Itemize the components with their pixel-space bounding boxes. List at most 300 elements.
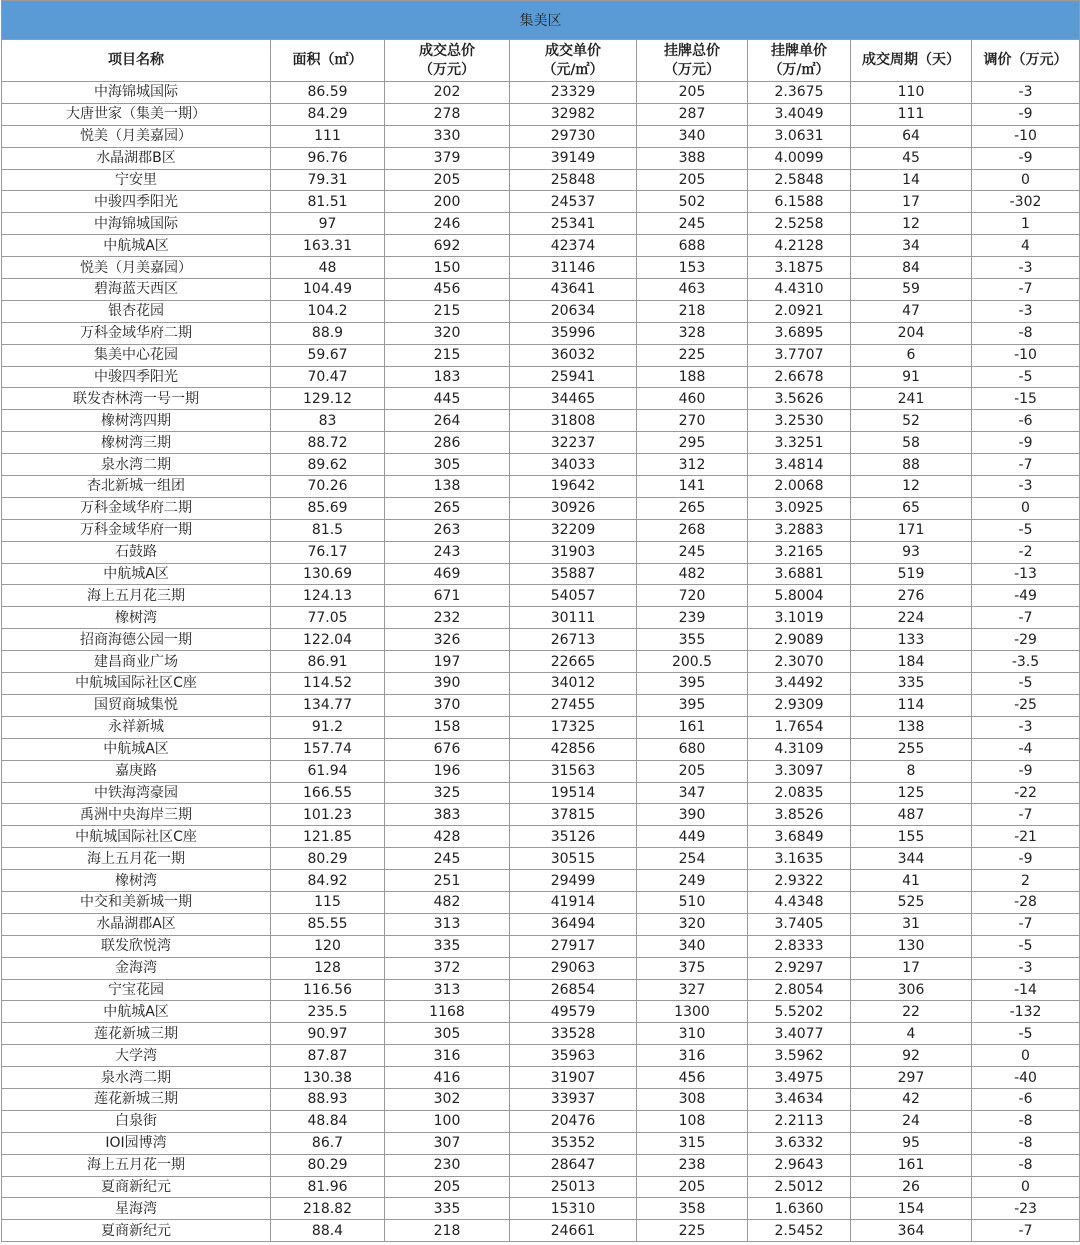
- cell-list-unit: 3.4975: [748, 1067, 851, 1089]
- cell-deal-cycle: 17: [851, 957, 972, 979]
- cell-list-total: 320: [637, 913, 748, 935]
- cell-area: 157.74: [271, 738, 385, 760]
- cell-area: 101.23: [271, 804, 385, 826]
- table-row: [2, 935, 1080, 957]
- cell-deal-total: 158: [385, 716, 510, 738]
- cell-project-name: 大唐世家（集美一期）: [2, 103, 271, 125]
- cell-deal-unit: 25941: [510, 366, 637, 388]
- table-row: [2, 979, 1080, 1001]
- cell-price-adjust: 0: [972, 497, 1080, 519]
- cell-list-total: 449: [637, 826, 748, 848]
- cell-deal-cycle: 6: [851, 344, 972, 366]
- cell-project-name: 金海湾: [2, 957, 271, 979]
- cell-list-total: 245: [637, 213, 748, 235]
- table-row: [2, 957, 1080, 979]
- cell-deal-unit: 26713: [510, 629, 637, 651]
- cell-project-name: 中航城A区: [2, 235, 271, 257]
- cell-area: 88.72: [271, 432, 385, 454]
- table-row: [2, 1023, 1080, 1045]
- table-row: [2, 388, 1080, 410]
- table-row: [2, 694, 1080, 716]
- table-row: [2, 673, 1080, 695]
- cell-price-adjust: -9: [972, 432, 1080, 454]
- cell-area: 130.38: [271, 1067, 385, 1089]
- cell-deal-cycle: 17: [851, 191, 972, 213]
- cell-deal-total: 305: [385, 1023, 510, 1045]
- cell-price-adjust: -3.5: [972, 651, 1080, 673]
- cell-deal-cycle: 276: [851, 585, 972, 607]
- table-row: [2, 147, 1080, 169]
- table-row: [2, 432, 1080, 454]
- cell-deal-cycle: 155: [851, 826, 972, 848]
- cell-list-total: 108: [637, 1110, 748, 1132]
- cell-area: 85.55: [271, 913, 385, 935]
- cell-list-total: 340: [637, 125, 748, 147]
- cell-deal-unit: 31808: [510, 410, 637, 432]
- cell-project-name: 中海锦城国际: [2, 82, 271, 104]
- cell-project-name: 橡树湾四期: [2, 410, 271, 432]
- cell-price-adjust: 1: [972, 213, 1080, 235]
- cell-deal-unit: 31907: [510, 1067, 637, 1089]
- cell-area: 88.93: [271, 1088, 385, 1110]
- cell-deal-total: 215: [385, 344, 510, 366]
- cell-list-total: 218: [637, 300, 748, 322]
- cell-deal-unit: 31146: [510, 257, 637, 279]
- cell-project-name: 碧海蓝天西区: [2, 279, 271, 301]
- cell-list-unit: 3.5626: [748, 388, 851, 410]
- cell-area: 114.52: [271, 673, 385, 695]
- cell-list-total: 720: [637, 585, 748, 607]
- cell-deal-total: 390: [385, 673, 510, 695]
- cell-list-total: 254: [637, 848, 748, 870]
- cell-project-name: 中骏四季阳光: [2, 366, 271, 388]
- cell-area: 77.05: [271, 607, 385, 629]
- cell-price-adjust: -49: [972, 585, 1080, 607]
- cell-deal-unit: 15310: [510, 1198, 637, 1220]
- cell-price-adjust: -14: [972, 979, 1080, 1001]
- table-row: [2, 410, 1080, 432]
- cell-area: 86.91: [271, 651, 385, 673]
- cell-deal-total: 205: [385, 169, 510, 191]
- cell-deal-unit: 24661: [510, 1220, 637, 1242]
- cell-area: 61.94: [271, 760, 385, 782]
- cell-list-total: 161: [637, 716, 748, 738]
- cell-list-total: 225: [637, 1220, 748, 1242]
- cell-deal-unit: 19642: [510, 476, 637, 498]
- table-row: [2, 782, 1080, 804]
- cell-list-unit: 3.2165: [748, 541, 851, 563]
- cell-list-unit: 3.4634: [748, 1088, 851, 1110]
- cell-deal-unit: 37815: [510, 804, 637, 826]
- cell-list-unit: 2.5452: [748, 1220, 851, 1242]
- cell-list-total: 287: [637, 103, 748, 125]
- cell-deal-total: 138: [385, 476, 510, 498]
- cell-project-name: 禹洲中央海岸三期: [2, 804, 271, 826]
- table-row: [2, 651, 1080, 673]
- cell-list-total: 268: [637, 519, 748, 541]
- table-row: [2, 738, 1080, 760]
- cell-project-name: 莲花新城三期: [2, 1023, 271, 1045]
- cell-deal-total: 183: [385, 366, 510, 388]
- cell-area: 70.47: [271, 366, 385, 388]
- cell-area: 91.2: [271, 716, 385, 738]
- cell-area: 70.26: [271, 476, 385, 498]
- cell-price-adjust: -3: [972, 82, 1080, 104]
- cell-project-name: 水晶湖郡A区: [2, 913, 271, 935]
- cell-deal-cycle: 204: [851, 322, 972, 344]
- cell-list-total: 463: [637, 279, 748, 301]
- cell-project-name: 中交和美新城一期: [2, 891, 271, 913]
- table-row: [2, 454, 1080, 476]
- header-deal-total-line2: （万元）: [419, 61, 475, 78]
- cell-list-unit: 3.3251: [748, 432, 851, 454]
- cell-deal-total: 335: [385, 1198, 510, 1220]
- cell-project-name: 中航城A区: [2, 738, 271, 760]
- cell-deal-total: 286: [385, 432, 510, 454]
- table-row: [2, 585, 1080, 607]
- cell-deal-cycle: 184: [851, 651, 972, 673]
- cell-area: 88.4: [271, 1220, 385, 1242]
- cell-list-unit: 3.8526: [748, 804, 851, 826]
- cell-list-total: 482: [637, 563, 748, 585]
- cell-deal-unit: 32982: [510, 103, 637, 125]
- cell-list-total: 355: [637, 629, 748, 651]
- cell-list-total: 205: [637, 82, 748, 104]
- cell-price-adjust: -9: [972, 848, 1080, 870]
- header-deal-unit: [510, 40, 637, 82]
- cell-deal-unit: 33528: [510, 1023, 637, 1045]
- title-row: [2, 1, 1080, 40]
- cell-deal-cycle: 487: [851, 804, 972, 826]
- cell-deal-unit: 36032: [510, 344, 637, 366]
- cell-project-name: 宁宝花园: [2, 979, 271, 1001]
- cell-list-unit: 3.2530: [748, 410, 851, 432]
- cell-deal-cycle: 114: [851, 694, 972, 716]
- table-row: [2, 213, 1080, 235]
- cell-list-total: 395: [637, 694, 748, 716]
- cell-project-name: IOI园博湾: [2, 1132, 271, 1154]
- cell-project-name: 白泉街: [2, 1110, 271, 1132]
- cell-deal-total: 278: [385, 103, 510, 125]
- cell-deal-unit: 36494: [510, 913, 637, 935]
- cell-deal-unit: 34033: [510, 454, 637, 476]
- cell-deal-cycle: 91: [851, 366, 972, 388]
- cell-deal-unit: 23329: [510, 82, 637, 104]
- cell-list-total: 153: [637, 257, 748, 279]
- cell-list-total: 510: [637, 891, 748, 913]
- cell-price-adjust: -22: [972, 782, 1080, 804]
- cell-price-adjust: -40: [972, 1067, 1080, 1089]
- cell-price-adjust: -8: [972, 1132, 1080, 1154]
- cell-price-adjust: -4: [972, 738, 1080, 760]
- cell-deal-cycle: 12: [851, 213, 972, 235]
- cell-deal-total: 232: [385, 607, 510, 629]
- cell-price-adjust: -10: [972, 344, 1080, 366]
- cell-project-name: 莲花新城三期: [2, 1088, 271, 1110]
- cell-deal-total: 215: [385, 300, 510, 322]
- cell-list-total: 295: [637, 432, 748, 454]
- header-list-total-line2: （万元）: [664, 61, 720, 78]
- cell-list-unit: 3.6849: [748, 826, 851, 848]
- cell-price-adjust: 0: [972, 1045, 1080, 1067]
- cell-deal-cycle: 24: [851, 1110, 972, 1132]
- cell-project-name: 中骏四季阳光: [2, 191, 271, 213]
- cell-deal-unit: 35126: [510, 826, 637, 848]
- cell-deal-unit: 39149: [510, 147, 637, 169]
- cell-deal-total: 218: [385, 1220, 510, 1242]
- cell-list-total: 502: [637, 191, 748, 213]
- cell-price-adjust: -7: [972, 279, 1080, 301]
- cell-list-total: 316: [637, 1045, 748, 1067]
- transaction-table: [1, 0, 1080, 1242]
- table-row: [2, 279, 1080, 301]
- cell-price-adjust: -2: [972, 541, 1080, 563]
- cell-list-total: 205: [637, 169, 748, 191]
- cell-project-name: 橡树湾: [2, 607, 271, 629]
- cell-area: 88.9: [271, 322, 385, 344]
- cell-deal-unit: 19514: [510, 782, 637, 804]
- cell-deal-unit: 25013: [510, 1176, 637, 1198]
- cell-list-total: 239: [637, 607, 748, 629]
- cell-price-adjust: -5: [972, 1023, 1080, 1045]
- cell-list-unit: 2.9643: [748, 1154, 851, 1176]
- cell-price-adjust: -13: [972, 563, 1080, 585]
- cell-list-total: 456: [637, 1067, 748, 1089]
- cell-deal-cycle: 241: [851, 388, 972, 410]
- table-row: [2, 103, 1080, 125]
- cell-list-total: 1300: [637, 1001, 748, 1023]
- cell-project-name: 中航城A区: [2, 1001, 271, 1023]
- cell-deal-total: 200: [385, 191, 510, 213]
- cell-area: 84.29: [271, 103, 385, 125]
- cell-list-unit: 3.6895: [748, 322, 851, 344]
- cell-deal-cycle: 45: [851, 147, 972, 169]
- cell-deal-unit: 54057: [510, 585, 637, 607]
- table-row: [2, 913, 1080, 935]
- table-row: [2, 344, 1080, 366]
- cell-area: 218.82: [271, 1198, 385, 1220]
- cell-list-unit: 4.2128: [748, 235, 851, 257]
- cell-price-adjust: -9: [972, 147, 1080, 169]
- cell-list-unit: 3.4077: [748, 1023, 851, 1045]
- cell-list-unit: 2.3070: [748, 651, 851, 673]
- cell-area: 121.85: [271, 826, 385, 848]
- cell-project-name: 橡树湾三期: [2, 432, 271, 454]
- cell-deal-total: 100: [385, 1110, 510, 1132]
- cell-list-unit: 3.3097: [748, 760, 851, 782]
- cell-area: 84.92: [271, 870, 385, 892]
- cell-project-name: 夏商新纪元: [2, 1176, 271, 1198]
- cell-project-name: 永祥新城: [2, 716, 271, 738]
- cell-deal-total: 335: [385, 935, 510, 957]
- cell-list-unit: 1.6360: [748, 1198, 851, 1220]
- table-row: [2, 235, 1080, 257]
- cell-area: 124.13: [271, 585, 385, 607]
- cell-price-adjust: 4: [972, 235, 1080, 257]
- cell-list-total: 265: [637, 497, 748, 519]
- cell-deal-cycle: 14: [851, 169, 972, 191]
- table-row: [2, 1220, 1080, 1242]
- cell-list-total: 327: [637, 979, 748, 1001]
- cell-list-unit: 3.5962: [748, 1045, 851, 1067]
- cell-deal-total: 1168: [385, 1001, 510, 1023]
- cell-deal-unit: 29499: [510, 870, 637, 892]
- cell-area: 89.62: [271, 454, 385, 476]
- cell-deal-cycle: 110: [851, 82, 972, 104]
- cell-deal-total: 243: [385, 541, 510, 563]
- cell-deal-cycle: 138: [851, 716, 972, 738]
- cell-deal-total: 379: [385, 147, 510, 169]
- cell-list-total: 310: [637, 1023, 748, 1045]
- cell-project-name: 万科金域华府一期: [2, 519, 271, 541]
- cell-area: 86.7: [271, 1132, 385, 1154]
- header-price-adjust: 调价（万元）: [972, 40, 1080, 82]
- table-row: [2, 563, 1080, 585]
- cell-project-name: 杏北新城一组团: [2, 476, 271, 498]
- cell-price-adjust: -7: [972, 454, 1080, 476]
- cell-list-unit: 3.1019: [748, 607, 851, 629]
- cell-price-adjust: -3: [972, 476, 1080, 498]
- cell-project-name: 海上五月花一期: [2, 1154, 271, 1176]
- cell-area: 104.49: [271, 279, 385, 301]
- cell-project-name: 国贸商城集悦: [2, 694, 271, 716]
- cell-list-total: 238: [637, 1154, 748, 1176]
- cell-deal-unit: 34012: [510, 673, 637, 695]
- cell-area: 86.59: [271, 82, 385, 104]
- table-row: [2, 125, 1080, 147]
- cell-list-total: 358: [637, 1198, 748, 1220]
- cell-price-adjust: -3: [972, 957, 1080, 979]
- cell-project-name: 泉水湾二期: [2, 454, 271, 476]
- cell-deal-cycle: 335: [851, 673, 972, 695]
- cell-deal-unit: 35352: [510, 1132, 637, 1154]
- cell-list-unit: 2.2113: [748, 1110, 851, 1132]
- cell-price-adjust: 2: [972, 870, 1080, 892]
- header-list-unit-line2: （万/㎡）: [768, 61, 830, 78]
- cell-deal-total: 445: [385, 388, 510, 410]
- cell-deal-total: 302: [385, 1088, 510, 1110]
- table-row: [2, 629, 1080, 651]
- cell-deal-unit: 35996: [510, 322, 637, 344]
- table-row: [2, 191, 1080, 213]
- cell-deal-unit: 31563: [510, 760, 637, 782]
- cell-list-unit: 2.9322: [748, 870, 851, 892]
- cell-deal-cycle: 64: [851, 125, 972, 147]
- cell-deal-cycle: 154: [851, 1198, 972, 1220]
- cell-area: 104.2: [271, 300, 385, 322]
- cell-deal-total: 325: [385, 782, 510, 804]
- cell-deal-unit: 29063: [510, 957, 637, 979]
- table-row: [2, 169, 1080, 191]
- cell-list-total: 249: [637, 870, 748, 892]
- cell-deal-cycle: 84: [851, 257, 972, 279]
- cell-list-total: 375: [637, 957, 748, 979]
- table-row: [2, 870, 1080, 892]
- cell-list-unit: 3.6881: [748, 563, 851, 585]
- cell-deal-unit: 32237: [510, 432, 637, 454]
- cell-price-adjust: -9: [972, 103, 1080, 125]
- district-title: 集美区: [2, 1, 1080, 40]
- cell-price-adjust: -7: [972, 804, 1080, 826]
- cell-deal-unit: 22665: [510, 651, 637, 673]
- cell-project-name: 中航城国际社区C座: [2, 673, 271, 695]
- table-row: [2, 1198, 1080, 1220]
- cell-project-name: 石鼓路: [2, 541, 271, 563]
- cell-deal-total: 469: [385, 563, 510, 585]
- cell-list-total: 245: [637, 541, 748, 563]
- cell-list-unit: 4.0099: [748, 147, 851, 169]
- cell-area: 111: [271, 125, 385, 147]
- cell-price-adjust: -3: [972, 300, 1080, 322]
- cell-deal-total: 205: [385, 1176, 510, 1198]
- cell-deal-total: 482: [385, 891, 510, 913]
- cell-deal-unit: 25341: [510, 213, 637, 235]
- cell-deal-total: 263: [385, 519, 510, 541]
- cell-area: 59.67: [271, 344, 385, 366]
- cell-area: 96.76: [271, 147, 385, 169]
- cell-deal-cycle: 255: [851, 738, 972, 760]
- cell-deal-total: 251: [385, 870, 510, 892]
- cell-price-adjust: -23: [972, 1198, 1080, 1220]
- cell-project-name: 中铁海湾豪园: [2, 782, 271, 804]
- header-deal-unit-line2: （元/㎡）: [542, 61, 604, 78]
- cell-list-unit: 2.8333: [748, 935, 851, 957]
- cell-deal-cycle: 93: [851, 541, 972, 563]
- cell-list-total: 390: [637, 804, 748, 826]
- cell-deal-cycle: 12: [851, 476, 972, 498]
- header-row: [2, 40, 1080, 82]
- cell-list-unit: 2.9089: [748, 629, 851, 651]
- cell-price-adjust: -8: [972, 1110, 1080, 1132]
- table-row: [2, 760, 1080, 782]
- cell-deal-total: 692: [385, 235, 510, 257]
- cell-area: 81.96: [271, 1176, 385, 1198]
- cell-deal-cycle: 22: [851, 1001, 972, 1023]
- cell-deal-total: 246: [385, 213, 510, 235]
- cell-project-name: 中海锦城国际: [2, 213, 271, 235]
- cell-deal-total: 197: [385, 651, 510, 673]
- cell-price-adjust: -29: [972, 629, 1080, 651]
- cell-deal-cycle: 52: [851, 410, 972, 432]
- cell-list-unit: 3.4492: [748, 673, 851, 695]
- header-project-name: 项目名称: [2, 40, 271, 82]
- cell-deal-cycle: 224: [851, 607, 972, 629]
- cell-project-name: 悦美（月美嘉园）: [2, 125, 271, 147]
- cell-deal-total: 196: [385, 760, 510, 782]
- cell-list-unit: 2.6678: [748, 366, 851, 388]
- cell-project-name: 泉水湾二期: [2, 1067, 271, 1089]
- table-row: [2, 519, 1080, 541]
- cell-project-name: 水晶湖郡B区: [2, 147, 271, 169]
- cell-deal-unit: 43641: [510, 279, 637, 301]
- cell-price-adjust: -3: [972, 257, 1080, 279]
- cell-price-adjust: -8: [972, 1154, 1080, 1176]
- cell-list-unit: 2.3675: [748, 82, 851, 104]
- cell-list-total: 200.5: [637, 651, 748, 673]
- cell-deal-total: 316: [385, 1045, 510, 1067]
- cell-project-name: 万科金域华府二期: [2, 322, 271, 344]
- cell-list-unit: 3.4049: [748, 103, 851, 125]
- cell-area: 128: [271, 957, 385, 979]
- cell-deal-total: 416: [385, 1067, 510, 1089]
- cell-area: 166.55: [271, 782, 385, 804]
- cell-list-unit: 2.0835: [748, 782, 851, 804]
- cell-deal-cycle: 525: [851, 891, 972, 913]
- cell-area: 87.87: [271, 1045, 385, 1067]
- cell-deal-total: 330: [385, 125, 510, 147]
- cell-deal-unit: 27917: [510, 935, 637, 957]
- cell-list-total: 225: [637, 344, 748, 366]
